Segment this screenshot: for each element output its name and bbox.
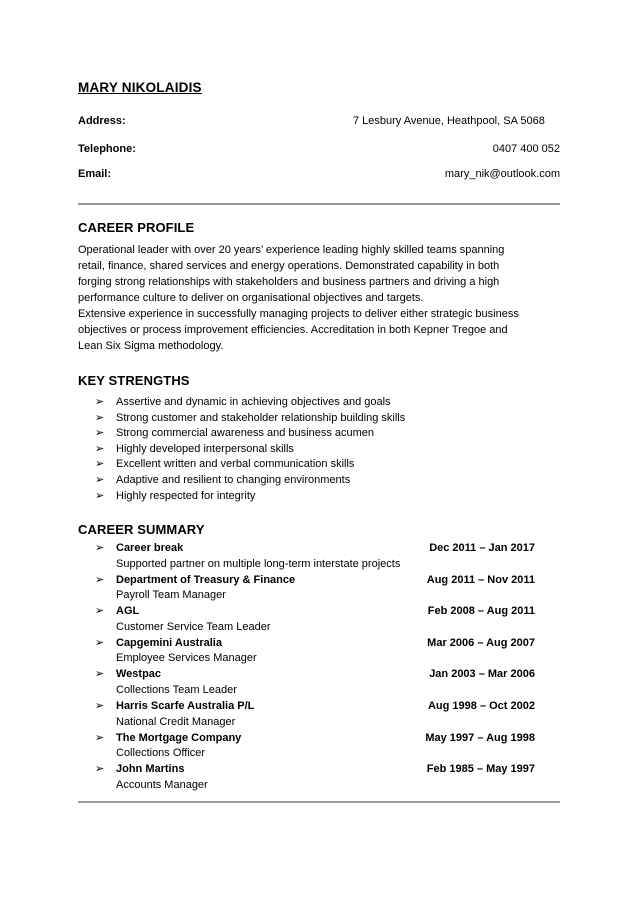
profile-line: objectives or process improvement efficiencies. Accreditation in both Kepner Tregoe and [78,324,508,336]
telephone-label: Telephone: [78,143,136,155]
header-divider [78,203,560,205]
arrow-bullet-icon: ➢ [95,763,105,776]
job-role: Employee Services Manager [116,652,257,665]
profile-line: Operational leader with over 20 years’ experience leading highly skilled teams spanning [78,244,505,256]
arrow-bullet-icon: ➢ [95,489,105,502]
profile-line: forging strong relationships with stakeholders and business partners and driving a high [78,276,500,288]
job-role: Supported partner on multiple long-term interstate projects [116,557,401,570]
career-profile-text [78,242,560,354]
arrow-bullet-icon: ➢ [95,573,105,586]
job-role: Customer Service Team Leader [116,620,271,633]
strength-text: Strong customer and stakeholder relationship building skills [116,411,406,424]
arrow-bullet-icon: ➢ [95,605,105,618]
email-label: Email: [78,168,112,180]
job-role: Payroll Team Manager [116,589,226,602]
employer-name: Harris Scarfe Australia P/L [116,699,255,712]
employer-name: Capgemini Australia [116,636,222,649]
strength-text: Excellent written and verbal communication skills [116,458,355,471]
career-entry [95,604,535,636]
address-value: 7 Lesbury Avenue, Heathpool, SA 5068 [353,115,545,127]
employer-name: The Mortgage Company [116,731,242,744]
strength-text: Highly respected for integrity [116,489,256,502]
strength-item [95,489,405,505]
profile-line: retail, finance, shared services and energy operations. Demonstrated capability in both [78,260,500,272]
career-entry [95,541,535,573]
address-label: Address: [78,115,126,127]
career-entry [95,699,535,731]
strength-item [95,426,405,442]
arrow-bullet-icon: ➢ [95,699,105,712]
employer-name: Career break [116,542,184,554]
employment-dates: Feb 2008 – Aug 2011 [427,605,535,618]
strength-item [95,411,405,427]
arrow-bullet-icon: ➢ [95,668,105,681]
career-entry [95,636,535,668]
job-role: National Credit Manager [116,715,236,728]
profile-line: Extensive experience in successfully managing projects to deliver either strategic business [78,308,519,320]
telephone-value: 0407 400 052 [492,143,560,155]
employment-dates: Dec 2011 – Jan 2017 [429,542,535,554]
arrow-bullet-icon: ➢ [95,442,105,455]
profile-line: performance culture to deliver on organisational objectives and targets. [78,292,424,304]
career-entry [95,762,535,794]
career-summary-heading: CAREER SUMMARY [78,522,205,537]
employment-dates: Feb 1985 – May 1997 [426,763,535,776]
employment-dates: Mar 2006 – Aug 2007 [427,636,535,649]
email-value: mary_nik@outlook.com [444,168,560,180]
employment-dates: Aug 1998 – Oct 2002 [427,699,535,712]
arrow-bullet-icon: ➢ [95,458,105,471]
arrow-bullet-icon: ➢ [95,396,105,408]
job-role: Accounts Manager [116,778,208,791]
footer-divider [78,801,560,803]
profile-line: Lean Six Sigma methodology. [78,340,224,352]
employment-dates: Jan 2003 – Mar 2006 [429,668,535,681]
employment-dates: Aug 2011 – Nov 2011 [426,573,535,586]
career-entry [95,731,535,763]
key-strengths-list [95,395,405,504]
arrow-bullet-icon: ➢ [95,731,105,744]
arrow-bullet-icon: ➢ [95,636,105,649]
strength-text: Strong commercial awareness and business acumen [116,427,375,440]
strength-item [95,457,405,473]
arrow-bullet-icon: ➢ [95,542,105,554]
strength-text: Highly developed interpersonal skills [116,442,294,455]
job-role: Collections Team Leader [116,684,237,697]
job-role: Collections Officer [116,747,206,760]
strength-item [95,473,405,489]
career-entry [95,573,535,605]
arrow-bullet-icon: ➢ [95,473,105,486]
strength-text: Assertive and dynamic in achieving objectives and goals [116,396,391,408]
employer-name: AGL [116,605,140,618]
key-strengths-heading: KEY STRENGTHS [78,373,190,388]
arrow-bullet-icon: ➢ [95,427,105,440]
employer-name: Department of Treasury & Finance [116,573,296,586]
arrow-bullet-icon: ➢ [95,411,105,424]
career-profile-heading: CAREER PROFILE [78,220,195,235]
career-entry [95,667,535,699]
employer-name: Westpac [116,668,162,681]
employer-name: John Martins [116,763,185,776]
strength-item [95,442,405,458]
career-summary-list [95,541,535,794]
strength-item [95,395,405,411]
strength-text: Adaptive and resilient to changing environments [116,473,351,486]
employment-dates: May 1997 – Aug 1998 [425,731,535,744]
candidate-name: MARY NIKOLAIDIS [78,80,202,95]
